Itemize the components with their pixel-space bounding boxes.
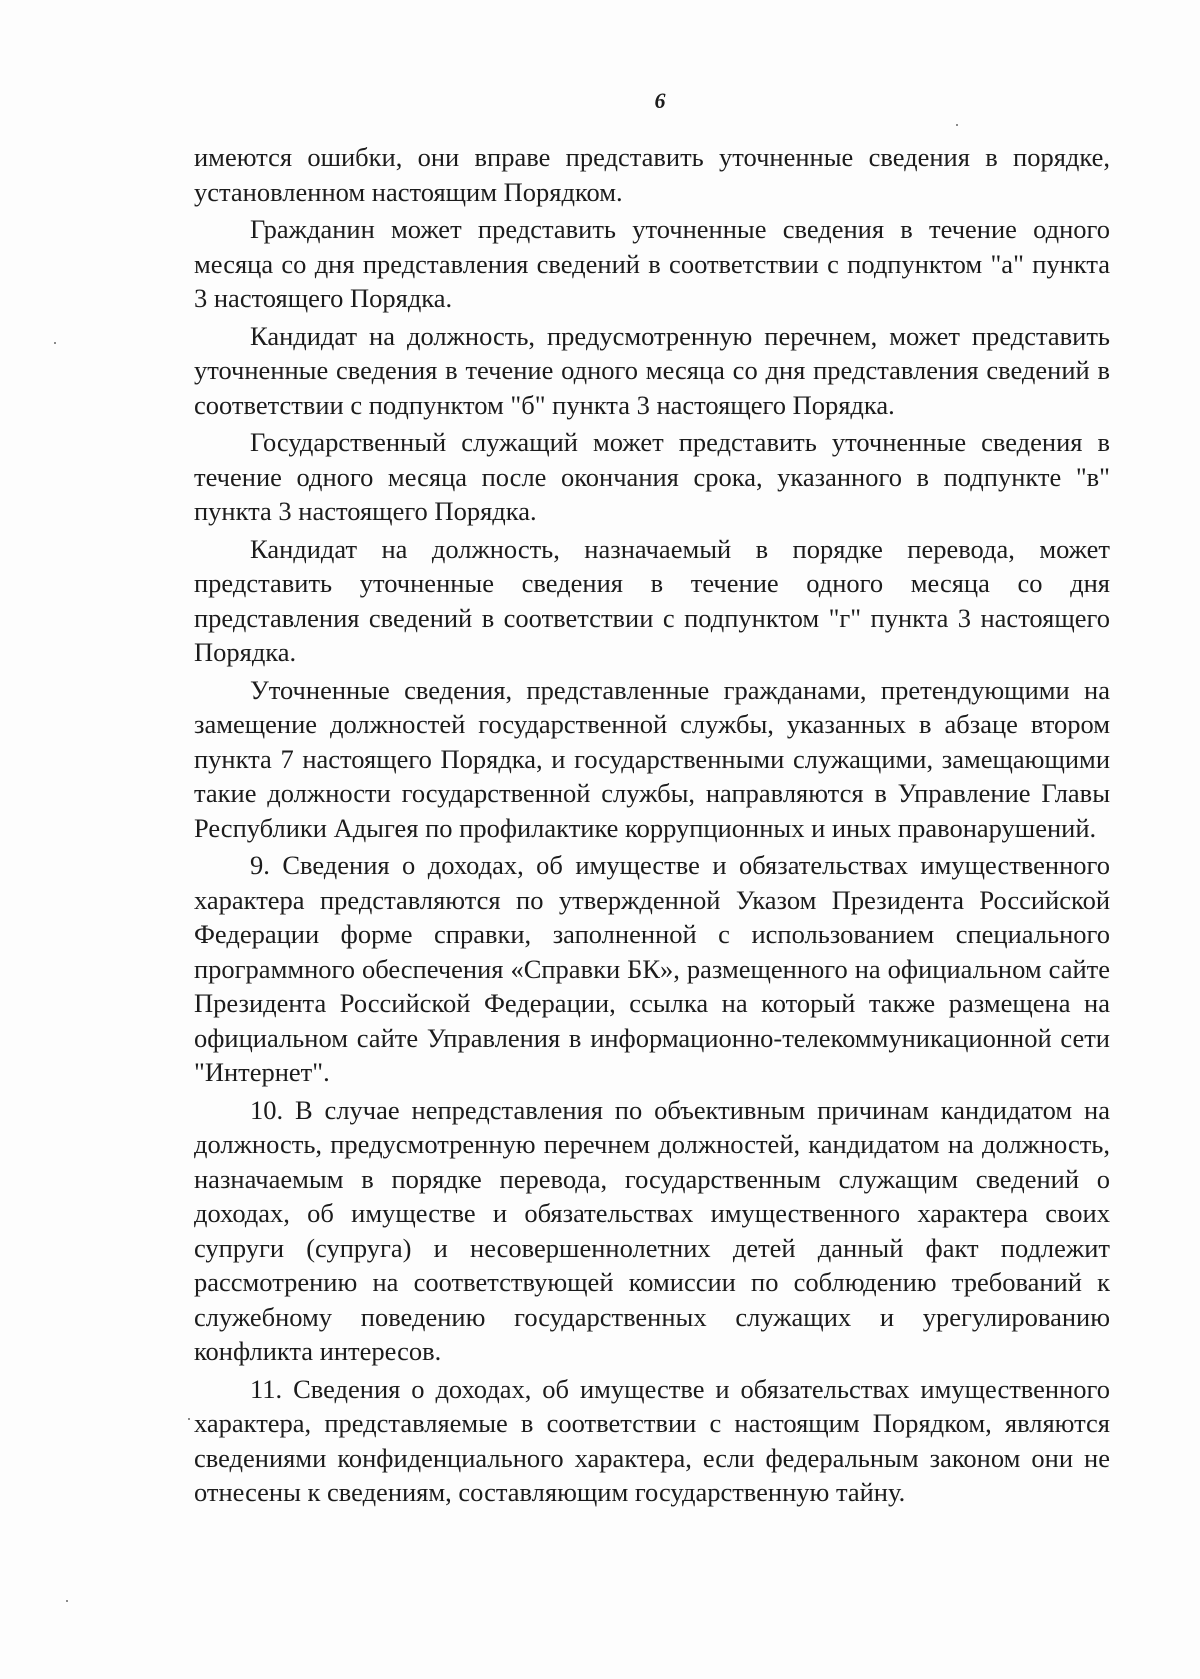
paragraph-transfer-candidate: Кандидат на должность, назначаемый в порядке перевода, может представить уточненные сведения в течение одного месяца со дня представления сведений в соответствии с подпунктом "г" пункта 3 настоящего Порядка. bbox=[194, 533, 1110, 667]
scan-speck bbox=[66, 1600, 68, 1602]
scan-speck bbox=[188, 1418, 190, 1420]
scan-speck bbox=[956, 124, 958, 126]
paragraph-citizen: Гражданин может представить уточненные сведения в течение одного месяца со дня представления сведений в соответствии с подпунктом "а" пункта 3 настоящего Порядка. bbox=[194, 214, 1110, 313]
paragraph-item-11: 11. Сведения о доходах, об имуществе и обязательствах имущественного характера, представляемые в соответствии с настоящим Порядком, являются сведениями конфиденциального характера, если федеральным законом они не отнесены к сведениям, составляющим государственную тайну. bbox=[194, 1373, 1110, 1507]
paragraph-item-9: 9. Сведения о доходах, об имуществе и обязательствах имущественного характера представляются по утвержденной Указом Президента Российской Федерации форме справки, заполненной с использованием специального программного обеспечения «Справки БК», размещенного на официальном сайте Президента Российской Федерации, ссылка на который также размещена на официальном сайте Управления в информационно-телекоммуникационной сети "Интернет". bbox=[194, 850, 1110, 1087]
paragraph-candidate: Кандидат на должность, предусмотренную перечнем, может представить уточненные сведения в течение одного месяца со дня представления сведений в соответствии с подпунктом "б" пункта 3 настоящего Порядка. bbox=[194, 320, 1110, 420]
paragraph-clarified-info-routing: Уточненные сведения, представленные гражданами, претендующими на замещение должностей государственной службы, указанных в абзаце втором пункта 7 настоящего Порядка, и государственными служащими, замещающими такие должности государственной службы, направляются в Управление Главы Республики Адыгея по профилактике коррупционных и иных правонарушений. bbox=[194, 674, 1110, 843]
scan-speck bbox=[54, 342, 56, 344]
document-body bbox=[194, 140, 1110, 1510]
paragraph-civil-servant: Государственный служащий может представить уточненные сведения в течение одного месяца после окончания срока, указанного в подпункте "в" пункта 3 настоящего Порядка. bbox=[194, 427, 1110, 526]
page-number: 6 bbox=[654, 88, 666, 113]
paragraph-continuation: имеются ошибки, они вправе представить уточненные сведения в порядке, установленном настоящим Порядком. bbox=[194, 142, 1110, 207]
paragraph-item-10: 10. В случае непредставления по объективным причинам кандидатом на должность, предусмотренную перечнем должностей, кандидатом на должность, назначаемым в порядке перевода, государственным служащим сведений о доходах, об имуществе и обязательствах имущественного характера своих супруги (супруга) и несовершеннолетних детей данный факт подлежит рассмотрению на соответствующей комиссии по соблюдению требований к служебному поведению государственных служащих и урегулированию конфликта интересов. bbox=[194, 1094, 1110, 1366]
